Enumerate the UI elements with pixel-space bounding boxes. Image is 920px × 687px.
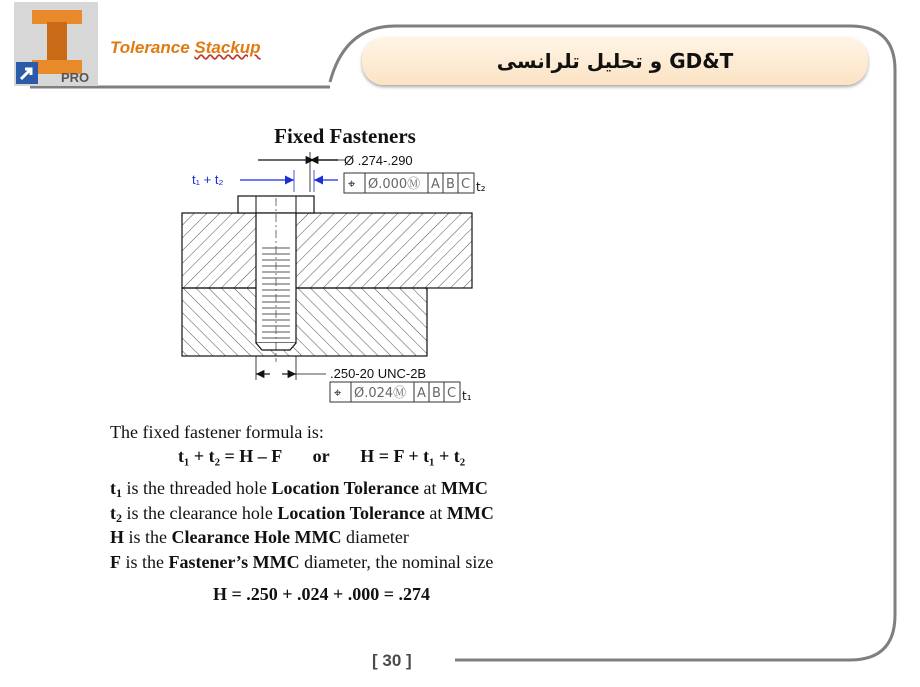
result-equation: H = .250 + .024 + .000 = .274 xyxy=(213,584,431,604)
formula-b: H = F + t₁ + t₂ xyxy=(360,446,466,466)
fcf-top-tol: Ø.000Ⓜ xyxy=(368,177,421,192)
fcf-top-tag: t₂ xyxy=(476,180,486,194)
fcf-bottom xyxy=(330,382,472,403)
definition-f: F is the Fastener’s MMC diameter, the nominal size xyxy=(110,552,494,572)
upper-plate xyxy=(182,213,472,288)
fcf-top xyxy=(344,173,486,194)
slide-title-banner xyxy=(362,37,868,85)
brand-part1: Tolerance xyxy=(110,38,195,57)
lower-plate xyxy=(182,288,427,356)
app-logo xyxy=(14,2,98,86)
thread-callout: .250-20 UNC-2B xyxy=(330,366,427,381)
page-number: [ 30 ] xyxy=(372,651,412,670)
formula-intro: The fixed fastener formula is: xyxy=(110,422,324,442)
definition-t2: $t_2$ is the clearance hole Location Tolerance at MMC xyxy=(110,503,494,525)
formula-or: or xyxy=(312,446,330,466)
fcf-bottom-b: B xyxy=(432,386,441,401)
fcf-bottom-tol: Ø.024Ⓜ xyxy=(354,386,407,401)
fcf-top-b: B xyxy=(446,177,455,192)
fcf-bottom-symbol: ⌖ xyxy=(334,386,342,401)
fcf-top-a: A xyxy=(431,177,440,192)
fcf-top-symbol: ⌖ xyxy=(348,177,356,192)
slide-title: GD&T و تحلیل تلرانسی xyxy=(496,49,734,73)
brand-part2: Stackup xyxy=(194,38,261,57)
fcf-bottom-tag: t₁ xyxy=(462,389,472,403)
dim-top-label: Ø .274-.290 xyxy=(344,153,413,168)
definition-h: H is the Clearance Hole MMC diameter xyxy=(110,527,409,547)
fastener-drawing xyxy=(170,148,510,410)
fcf-top-c: C xyxy=(461,177,471,192)
fcf-bottom-a: A xyxy=(417,386,426,401)
figure-title: Fixed Fasteners xyxy=(274,124,416,148)
t-sum-label: t₁ + t₂ xyxy=(192,172,224,187)
fcf-bottom-c: C xyxy=(447,386,457,401)
logo-badge: PRO xyxy=(61,70,90,85)
definition-t1: $t_1$ is the threaded hole Location Tolerance at MMC xyxy=(110,478,488,500)
formula-a: t₁ + t₂ = H – F xyxy=(178,446,282,466)
brand-title xyxy=(110,38,261,58)
formula-line xyxy=(178,446,465,467)
